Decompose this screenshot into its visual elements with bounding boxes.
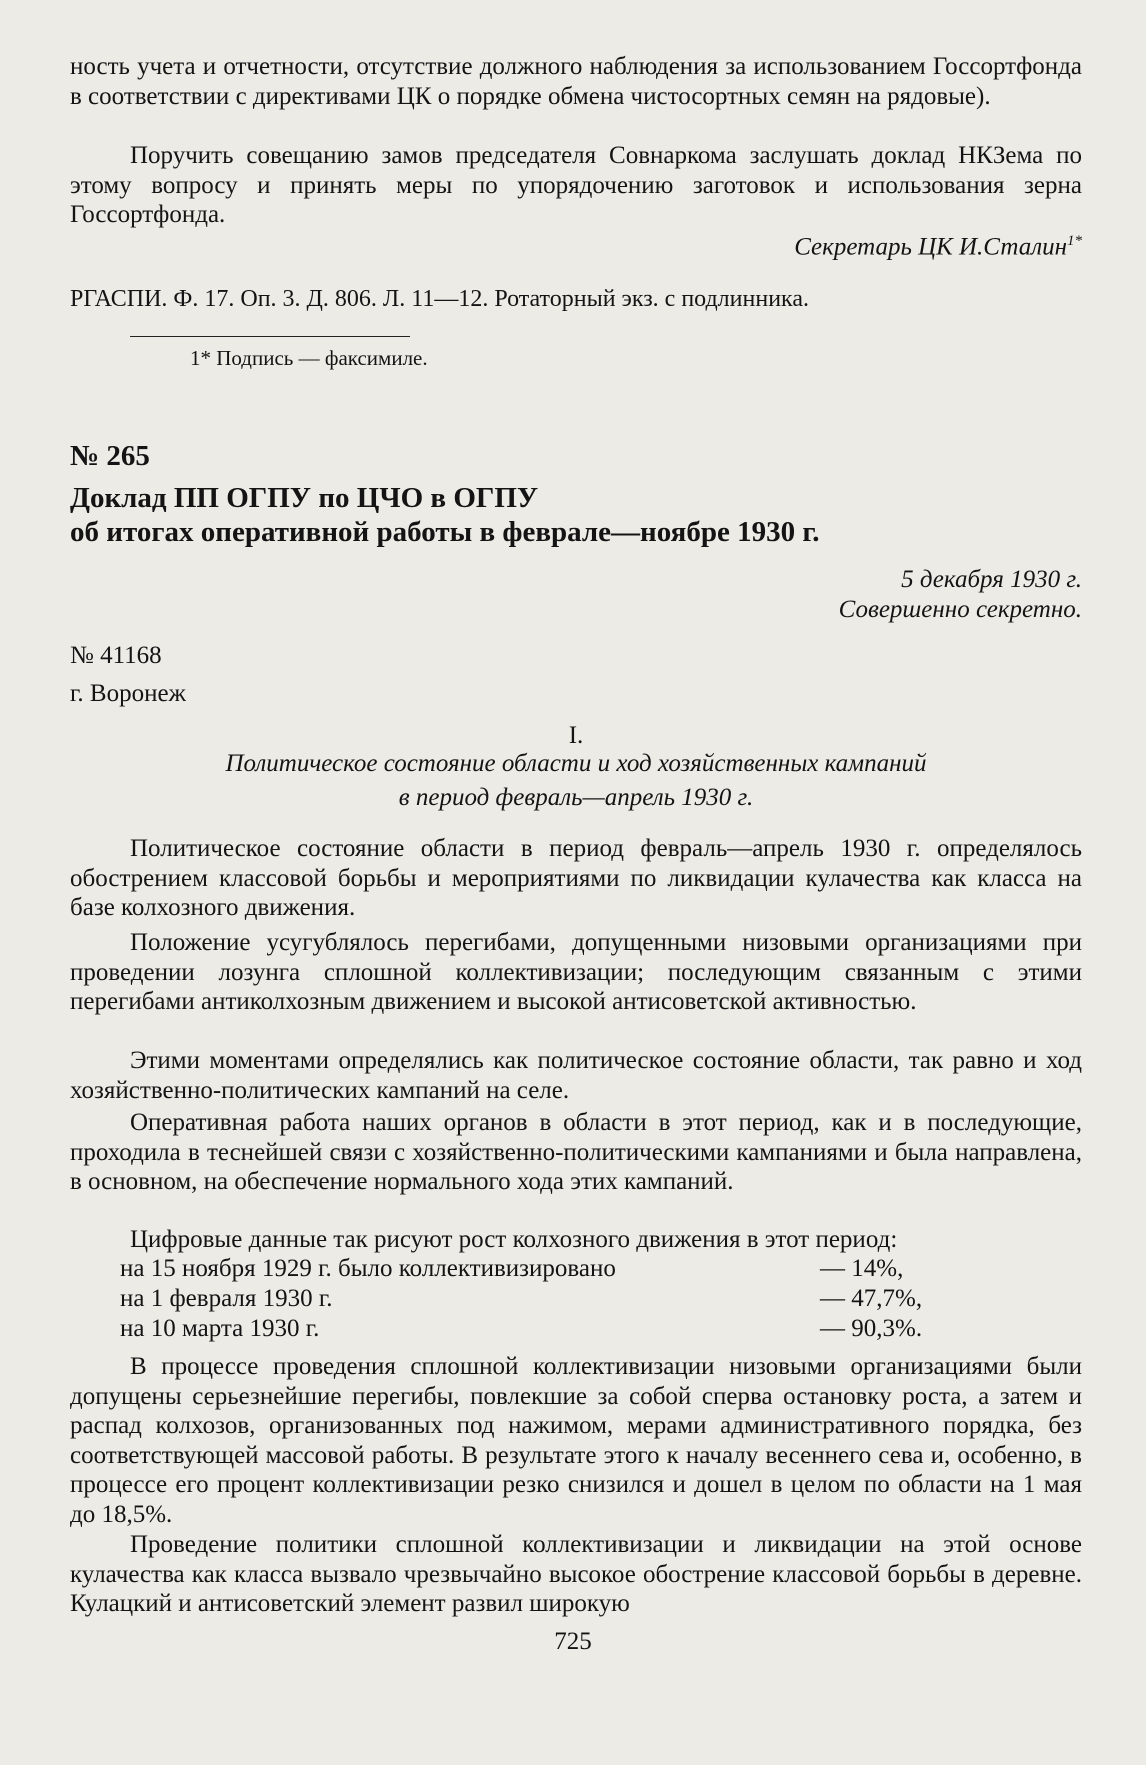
signature-line <box>794 233 1082 261</box>
body-paragraph-3: Этими моментами определялись как политическое состояние области, так равно и ход хозяйственно-политических кампаний на селе. <box>70 1047 1082 1104</box>
body-paragraph-6: В процессе проведения сплошной коллективизации низовыми организациями были допущены серьезнейшие перегибы, повлекшие за собой сперва остановку роста, а затем и распад колхозов, организованных под нажимом, мерами административного порядка, без соответствующей массовой работы. В результате этого к началу весеннего сева и, особенно, в процессе его процент коллективизации резко снизился и дошел в целом по области на 1 мая до 18,5%. <box>70 1353 1082 1528</box>
stat-row <box>120 1255 1082 1285</box>
stat-value: — 47,7%, <box>820 1285 923 1312</box>
stat-value: — 14%, <box>820 1255 904 1282</box>
signature-footnote-mark: 1* <box>1067 233 1082 249</box>
footnote-divider <box>130 336 410 337</box>
body-paragraph-2: Положение усугублялось перегибами, допущенными низовыми организациями при проведении лозунга сплошной коллективизации; последующим связанным с этими перегибами антиколхозным движением и высокой антисоветской активностью. <box>70 929 1082 1015</box>
stat-row <box>120 1285 1082 1315</box>
paragraph-continuation: ность учета и отчетности, отсутствие должного наблюдения за использованием Госсортфонда в соответствии с директивами ЦК о порядке обмена чистосортных семян на рядовые). <box>70 53 1082 110</box>
classification-stamp: Совершенно секретно. <box>838 596 1082 623</box>
document-date: 5 декабря 1930 г. <box>901 566 1082 593</box>
document-title-line1: Доклад ПП ОГПУ по ЦЧО в ОГПУ <box>70 482 539 514</box>
stat-label: на 10 марта 1930 г. <box>120 1315 320 1342</box>
section-title-line1: Политическое состояние области и ход хозяйственных кампаний <box>225 750 927 777</box>
stat-row <box>120 1315 1082 1345</box>
paragraph-instruction: Поручить совещанию замов председателя Совнаркома заслушать доклад НКЗема по этому вопросу и принять меры по упорядочению заготовок и использования зерна Госсортфонда. <box>70 142 1082 228</box>
document-number: № 265 <box>70 440 150 472</box>
body-paragraph-4: Оперативная работа наших органов в области в этот период, как и в последующие, проходила в теснейшей связи с хозяйственно-политическими кампаниями и была направлена, в основном, на обеспечение нормального хода этих кампаний. <box>70 1109 1082 1195</box>
archive-reference: РГАСПИ. Ф. 17. Оп. 3. Д. 806. Л. 11—12. Ротаторный экз. с подлинника. <box>70 286 809 312</box>
section-number: I. <box>568 722 584 749</box>
document-place: г. Воронеж <box>70 680 186 707</box>
body-paragraph-1: Политическое состояние области в период февраль—апрель 1930 г. определялось обострением классовой борьбы и мероприятиями по ликвидации кулачества как класса на базе колхозного движения. <box>70 835 1082 921</box>
registration-number: № 41168 <box>70 642 162 669</box>
body-paragraph-5: Цифровые данные так рисуют рост колхозного движения в этот период: <box>130 1226 898 1253</box>
body-paragraph-7: Проведение политики сплошной коллективизации и ликвидации на этой основе кулачества как класса вызвало чрезвычайно высокое обострение классовой борьбы в деревне. Кулацкий и антисоветский элемент развил широкую <box>70 1531 1082 1617</box>
stat-label: на 1 февраля 1930 г. <box>120 1285 333 1312</box>
stat-value: — 90,3%. <box>820 1315 923 1342</box>
section-title-line2: в период февраль—апрель 1930 г. <box>398 784 754 811</box>
stat-label: на 15 ноября 1929 г. было коллективизировано <box>120 1255 616 1282</box>
footnote: 1* Подпись — факсимиле. <box>190 346 428 370</box>
page-number: 725 <box>554 1628 592 1655</box>
signature-text: Секретарь ЦК И.Сталин <box>794 233 1067 261</box>
document-title-line2: об итогах оперативной работы в феврале—ноябре 1930 г. <box>70 516 820 548</box>
